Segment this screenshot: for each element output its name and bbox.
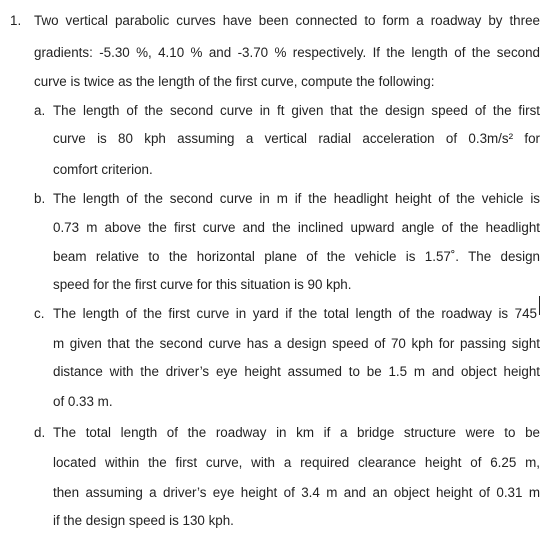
part-c-line-4: of 0.33 m. xyxy=(53,394,113,409)
part-b-line-3: beam relative to the horizontal plane of the vehicle is 1.57˚. The design xyxy=(53,249,540,264)
problem-number: 1. xyxy=(10,13,22,28)
intro-line-2: gradients: -5.30 %, 4.10 % and -3.70 % respectively. If the length of the second xyxy=(34,45,540,60)
part-a-line-3: comfort criterion. xyxy=(53,162,153,177)
part-c-label: c. xyxy=(34,306,45,321)
part-a-line-1: The length of the second curve in ft given that the design speed of the first xyxy=(53,103,540,118)
part-d-line-3: then assuming a driver’s eye height of 3.4 m and an object height of 0.31 m xyxy=(53,485,540,500)
part-d-line-2: located within the first curve, with a required clearance height of 6.25 m, xyxy=(53,455,540,470)
part-d-label: d. xyxy=(34,425,46,440)
part-b-line-2: 0.73 m above the first curve and the inclined upward angle of the headlight xyxy=(53,220,540,235)
text-cursor xyxy=(539,296,540,315)
part-c-line-2: m given that the second curve has a design speed of 70 kph for passing sight xyxy=(53,336,540,351)
intro-line-1: Two vertical parabolic curves have been connected to form a roadway by three xyxy=(34,13,540,28)
part-b-line-1: The length of the second curve in m if the headlight height of the vehicle is xyxy=(53,191,540,206)
part-d-line-1: The total length of the roadway in km if a bridge structure were to be xyxy=(53,425,540,440)
part-a-line-2: curve is 80 kph assuming a vertical radial acceleration of 0.3m/s² for xyxy=(53,131,540,146)
intro-line-3: curve is twice as the length of the first curve, compute the following: xyxy=(34,74,435,89)
part-d-line-4: if the design speed is 130 kph. xyxy=(53,513,234,528)
part-c-line-3: distance with the driver’s eye height assumed to be 1.5 m and object height xyxy=(53,364,540,379)
part-b-label: b. xyxy=(34,191,46,206)
part-a-label: a. xyxy=(34,103,46,118)
part-b-line-4: speed for the first curve for this situation is 90 kph. xyxy=(53,277,352,292)
part-c-line-1: The length of the first curve in yard if the total length of the roadway is 745 xyxy=(53,306,537,321)
